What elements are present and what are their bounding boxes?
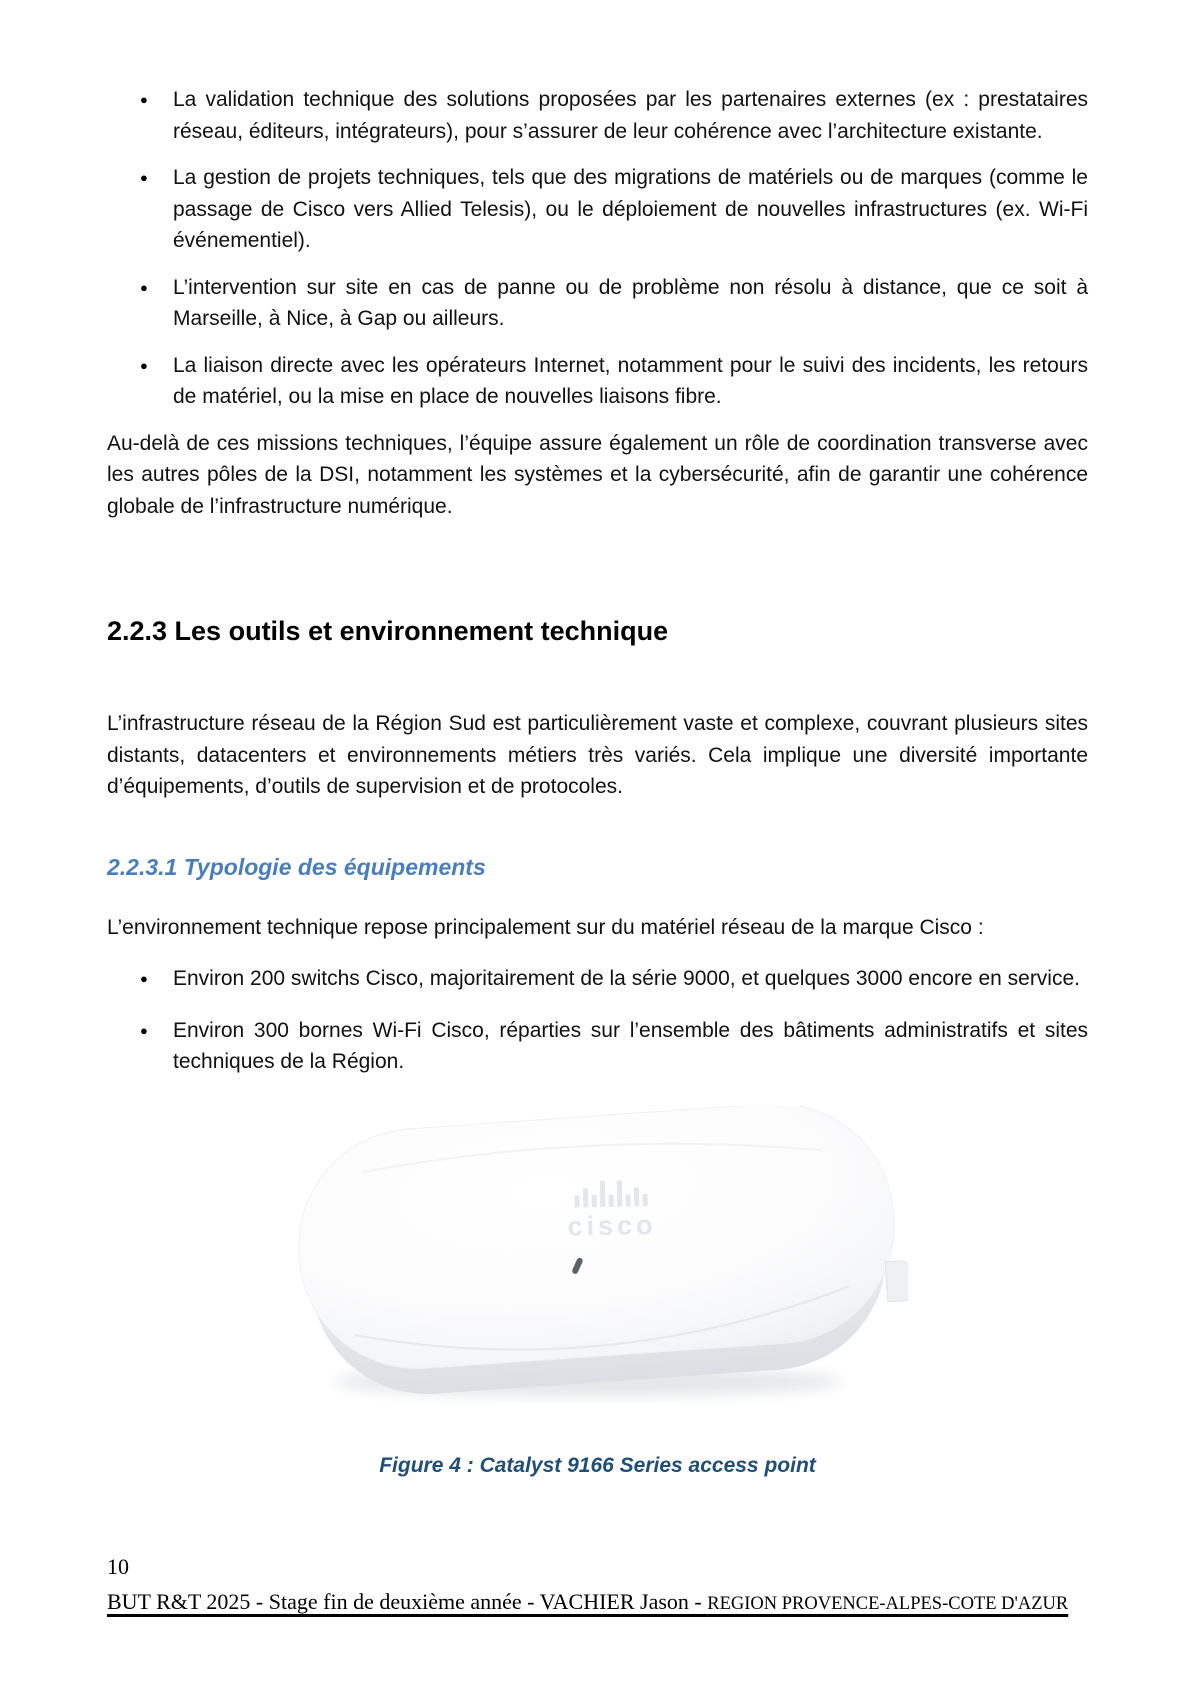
missions-bullet-list	[107, 84, 1088, 413]
paragraph-coordination: Au-delà de ces missions techniques, l’équipe assure également un rôle de coordination transverse avec les autres pôles de la DSI, notamment les systèmes et la cybersécurité, afin de garantir une cohérence globale de l’infrastructure numérique.	[107, 431, 1088, 518]
page-content	[107, 84, 1088, 1479]
bullet-icon: ●	[140, 971, 148, 986]
figure-caption: Figure 4 : Catalyst 9166 Series access point	[379, 1453, 816, 1477]
page-number: 10	[107, 1554, 129, 1579]
list-item	[107, 350, 1088, 413]
footer-region-text: REGION PROVENCE-ALPES-COTE D'AZUR	[707, 1594, 1069, 1614]
bullet-text: La validation technique des solutions proposées par les partenaires externes (ex : prestataires réseau, éditeurs, intégrateurs), pour s’assurer de leur cohérence avec l’architecture existante.	[173, 88, 1088, 143]
bullet-text: L’intervention sur site en cas de panne ou de problème non résolu à distance, que ce soit à Marseille, à Nice, à Gap ou ailleurs.	[173, 275, 1088, 330]
footer-main-text: BUT R&T 2025 - Stage fin de deuxième année - VACHIER Jason -	[107, 1589, 708, 1614]
bullet-text: Environ 300 bornes Wi-Fi Cisco, réparties sur l’ensemble des bâtiments administratifs et sites techniques de la Région.	[173, 1018, 1088, 1073]
bullet-text: La liaison directe avec les opérateurs Internet, notamment pour le suivi des incidents, les retours de matériel, ou la mise en place de nouvelles liaisons fibre.	[173, 353, 1088, 408]
paragraph-environment: L’environnement technique repose principalement sur du matériel réseau de la marque Cisco :	[107, 915, 984, 939]
bullet-icon: ●	[140, 92, 148, 107]
list-item	[107, 84, 1088, 147]
bullet-icon: ●	[140, 279, 148, 295]
equipment-bullet-list	[107, 963, 1088, 1078]
subsection-heading: 2.2.3.1 Typologie des équipements	[107, 853, 486, 880]
list-item	[107, 1015, 1088, 1078]
list-item	[107, 963, 1088, 995]
page-footer	[107, 1588, 1088, 1618]
side-tab	[885, 1260, 908, 1302]
list-item	[107, 162, 1088, 257]
paragraph-infrastructure: L’infrastructure réseau de la Région Sud est particulièrement vaste et complexe, couvrant plusieurs sites distants, datacenters et environnements métiers très variés. Cela implique une diversité importante d’équipements, d’outils de supervision et de protocoles.	[107, 712, 1088, 798]
bullet-icon: ●	[140, 170, 148, 185]
figure-access-point	[288, 1106, 908, 1411]
device-top-face	[290, 1106, 901, 1377]
cisco-wordmark: cisco	[566, 1209, 657, 1242]
access-point-image	[288, 1106, 908, 1406]
bullet-text: La gestion de projets techniques, tels que des migrations de matériels ou de marques (comme le passage de Cisco vers Allied Telesis), ou le déploiement de nouvelles infrastructures (ex. Wi-Fi événementiel).	[173, 166, 1088, 252]
bullet-text: Environ 200 switchs Cisco, majoritairement de la série 9000, et quelques 3000 encore en service.	[173, 967, 1080, 990]
footer-line	[107, 1589, 1068, 1614]
bullet-icon: ●	[140, 1022, 148, 1038]
list-item	[107, 272, 1088, 335]
bullet-icon: ●	[140, 357, 148, 373]
section-heading: 2.2.3 Les outils et environnement technique	[107, 616, 669, 646]
